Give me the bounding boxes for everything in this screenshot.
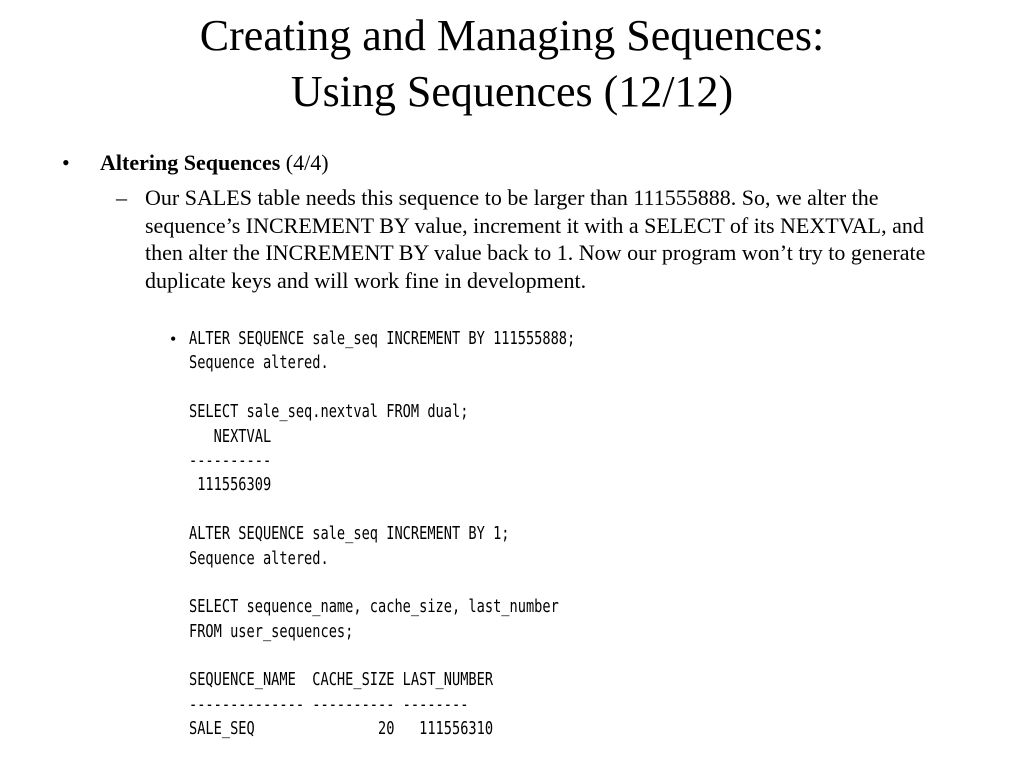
sql-code-block [189, 327, 798, 742]
code-line [189, 571, 798, 595]
bullet-heading: Altering Sequences [100, 150, 281, 175]
code-line: -------------- ---------- -------- [189, 694, 469, 715]
bullet-marker: • [62, 150, 70, 175]
code-line [189, 644, 798, 668]
code-line: Sequence altered. [189, 353, 329, 374]
code-line: 111556309 [189, 475, 272, 496]
code-line: NEXTVAL [189, 426, 272, 447]
slide-title-line-1: Creating and Managing Sequences: [199, 11, 825, 60]
code-line: ---------- [189, 450, 272, 471]
dash-marker: – [116, 185, 127, 210]
code-line: Sequence altered. [189, 548, 329, 569]
sub-bullet-description [116, 184, 966, 294]
code-line [189, 376, 798, 400]
bullet-altering-sequences [62, 150, 329, 176]
bullet-heading-suffix: (4/4) [280, 150, 329, 175]
code-line: SELECT sequence_name, cache_size, last_number [189, 597, 559, 618]
sub-bullet-text: Our SALES table needs this sequence to be larger than 111555888. So, we alter the sequence’s INCREMENT BY value, increment it with a SELECT of its NEXTVAL, and then alter the INCREMENT BY value back to 1. Now our program won’t try to generate duplicate keys and will work fine in development. [145, 185, 926, 293]
slide-title-line-2: Using Sequences (12/12) [290, 67, 734, 116]
code-line: SEQUENCE_NAME CACHE_SIZE LAST_NUMBER [189, 670, 494, 691]
slide-title [0, 8, 1024, 120]
code-bullet-marker: • [170, 329, 177, 349]
code-line: SALE_SEQ 20 111556310 [189, 719, 494, 740]
code-line [189, 498, 798, 522]
code-line: ALTER SEQUENCE sale_seq INCREMENT BY 1; [189, 524, 510, 545]
code-line: SELECT sale_seq.nextval FROM dual; [189, 402, 469, 423]
code-bullet [170, 327, 970, 742]
code-line: FROM user_sequences; [189, 621, 354, 642]
code-line: ALTER SEQUENCE sale_seq INCREMENT BY 111555888; [189, 329, 576, 349]
